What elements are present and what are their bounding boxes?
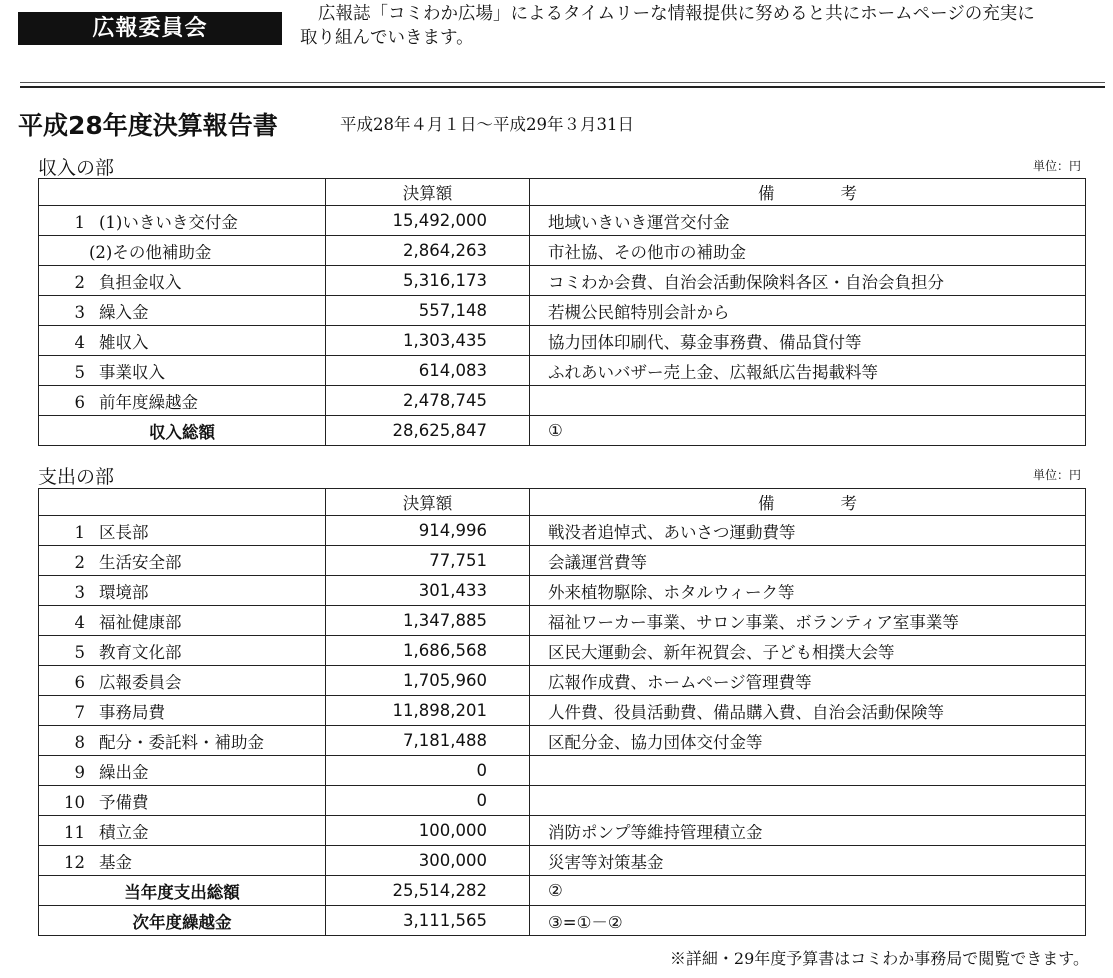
item-amount: 0 bbox=[326, 756, 530, 786]
item-name: 予備費 bbox=[99, 792, 149, 812]
income-unit: 単位：円 bbox=[1032, 159, 1081, 173]
item-amount: 77,751 bbox=[326, 546, 530, 576]
item-note: 福祉ワーカー事業、サロン事業、ボランティア室事業等 bbox=[530, 606, 1086, 636]
item-amount: 557,148 bbox=[326, 296, 530, 326]
item-name: 前年度繰越金 bbox=[99, 392, 198, 412]
total-label: 次年度繰越金 bbox=[39, 906, 326, 936]
item-name: 福祉健康部 bbox=[99, 612, 182, 632]
item-name: (1)いきいき交付金 bbox=[99, 212, 238, 232]
item-note bbox=[530, 386, 1086, 416]
item-note: 広報作成費、ホームページ管理費等 bbox=[530, 666, 1086, 696]
item-note: 協力団体印刷代、募金事務費、備品貸付等 bbox=[530, 326, 1086, 356]
item-name: 事業収入 bbox=[99, 362, 165, 382]
table-row bbox=[39, 696, 1086, 726]
item-number: 3 bbox=[74, 582, 85, 602]
item-name: 雑収入 bbox=[99, 332, 149, 352]
total-row bbox=[39, 906, 1086, 936]
item-amount: 1,303,435 bbox=[326, 326, 530, 356]
item-note: ふれあいバザー売上金、広報紙広告掲載料等 bbox=[530, 356, 1086, 386]
item-note: 戦没者追悼式、あいさつ運動費等 bbox=[530, 516, 1086, 546]
item-note bbox=[530, 756, 1086, 786]
header-amount: 決算額 bbox=[326, 489, 530, 516]
item-note: 消防ポンプ等維持管理積立金 bbox=[530, 816, 1086, 846]
expense-unit: 単位：円 bbox=[1032, 468, 1081, 482]
item-number: 2 bbox=[74, 272, 85, 292]
header-blank bbox=[39, 179, 326, 206]
item-note: 区配分金、協力団体交付金等 bbox=[530, 726, 1086, 756]
header-blank bbox=[39, 489, 326, 516]
item-number: 8 bbox=[74, 732, 85, 752]
description-line-2: 取り組んでいきます。 bbox=[300, 28, 474, 48]
item-name-cell bbox=[39, 696, 326, 726]
item-name-cell bbox=[39, 296, 326, 326]
item-amount: 1,705,960 bbox=[326, 666, 530, 696]
total-amount: 25,514,282 bbox=[326, 876, 530, 906]
item-amount: 2,478,745 bbox=[326, 386, 530, 416]
item-name-cell bbox=[39, 386, 326, 416]
item-name: 区長部 bbox=[99, 522, 149, 542]
item-note: コミわか会費、自治会活動保険料各区・自治会負担分 bbox=[530, 266, 1086, 296]
total-row bbox=[39, 416, 1086, 446]
item-name-cell bbox=[39, 756, 326, 786]
item-name: 基金 bbox=[99, 852, 132, 872]
item-name: 事務局費 bbox=[99, 702, 165, 722]
item-number: 6 bbox=[74, 672, 85, 692]
table-row bbox=[39, 846, 1086, 876]
item-name-cell bbox=[39, 846, 326, 876]
item-name: 積立金 bbox=[99, 822, 149, 842]
income-table bbox=[38, 178, 1086, 446]
item-name-cell bbox=[39, 576, 326, 606]
item-name: 繰入金 bbox=[99, 302, 149, 322]
table-row bbox=[39, 636, 1086, 666]
table-row bbox=[39, 606, 1086, 636]
item-note: 会議運営費等 bbox=[530, 546, 1086, 576]
item-name: 環境部 bbox=[99, 582, 149, 602]
footer-note: ※詳細・29年度予算書はコミわか事務局で閲覧できます。 bbox=[669, 949, 1089, 968]
item-note: 人件費、役員活動費、備品購入費、自治会活動保険等 bbox=[530, 696, 1086, 726]
item-name: 繰出金 bbox=[99, 762, 149, 782]
total-row bbox=[39, 876, 1086, 906]
divider-thin bbox=[20, 82, 1105, 83]
item-number: 7 bbox=[74, 702, 85, 722]
header-amount: 決算額 bbox=[326, 179, 530, 206]
item-name: (2)その他補助金 bbox=[89, 242, 212, 262]
item-amount: 7,181,488 bbox=[326, 726, 530, 756]
item-name: 配分・委託料・補助金 bbox=[99, 732, 264, 752]
expense-table bbox=[38, 488, 1086, 936]
income-section-title: 収入の部 bbox=[38, 157, 115, 179]
report-title: 平成28年度決算報告書 bbox=[18, 111, 278, 140]
item-note bbox=[530, 786, 1086, 816]
table-row bbox=[39, 816, 1086, 846]
item-amount: 1,347,885 bbox=[326, 606, 530, 636]
item-name-cell bbox=[39, 326, 326, 356]
item-number: 6 bbox=[74, 392, 85, 412]
item-amount: 914,996 bbox=[326, 516, 530, 546]
item-amount: 300,000 bbox=[326, 846, 530, 876]
expense-section-title: 支出の部 bbox=[38, 466, 115, 488]
total-label: 当年度支出総額 bbox=[39, 876, 326, 906]
item-name: 教育文化部 bbox=[99, 642, 182, 662]
divider-thick bbox=[20, 86, 1105, 88]
item-note: 地域いきいき運営交付金 bbox=[530, 206, 1086, 236]
item-number: 1 bbox=[74, 522, 85, 542]
total-amount: 28,625,847 bbox=[326, 416, 530, 446]
income-header-row bbox=[39, 179, 1086, 206]
item-number: 3 bbox=[74, 302, 85, 322]
committee-badge: 広報委員会 bbox=[18, 12, 282, 45]
item-amount: 0 bbox=[326, 786, 530, 816]
item-number: 9 bbox=[74, 762, 85, 782]
table-row bbox=[39, 206, 1086, 236]
table-row bbox=[39, 326, 1086, 356]
header-note: 備 考 bbox=[530, 179, 1086, 206]
expense-header-row bbox=[39, 489, 1086, 516]
item-name-cell bbox=[39, 516, 326, 546]
item-note: 若槻公民館特別会計から bbox=[530, 296, 1086, 326]
item-note: 外来植物駆除、ホタルウィーク等 bbox=[530, 576, 1086, 606]
item-number: 5 bbox=[74, 642, 85, 662]
item-name-cell bbox=[39, 636, 326, 666]
item-amount: 11,898,201 bbox=[326, 696, 530, 726]
item-amount: 301,433 bbox=[326, 576, 530, 606]
total-label: 収入総額 bbox=[39, 416, 326, 446]
table-row bbox=[39, 356, 1086, 386]
item-number: 4 bbox=[74, 612, 85, 632]
item-name-cell bbox=[39, 816, 326, 846]
item-note: 災害等対策基金 bbox=[530, 846, 1086, 876]
item-note: 区民大運動会、新年祝賀会、子ども相撲大会等 bbox=[530, 636, 1086, 666]
description-line-1: 広報誌「コミわか広場」によるタイムリーな情報提供に努めると共にホームページの充実に bbox=[318, 4, 1035, 24]
item-amount: 100,000 bbox=[326, 816, 530, 846]
item-name: 負担金収入 bbox=[99, 272, 182, 292]
item-name-cell bbox=[39, 236, 326, 266]
table-row bbox=[39, 546, 1086, 576]
table-row bbox=[39, 786, 1086, 816]
item-amount: 1,686,568 bbox=[326, 636, 530, 666]
item-amount: 614,083 bbox=[326, 356, 530, 386]
total-note: ① bbox=[530, 416, 1086, 446]
item-name: 生活安全部 bbox=[99, 552, 182, 572]
item-name-cell bbox=[39, 726, 326, 756]
table-row bbox=[39, 726, 1086, 756]
table-row bbox=[39, 756, 1086, 786]
item-name-cell bbox=[39, 356, 326, 386]
table-row bbox=[39, 516, 1086, 546]
table-row bbox=[39, 266, 1086, 296]
item-number: 10 bbox=[64, 792, 85, 812]
item-name: 広報委員会 bbox=[99, 672, 182, 692]
item-name-cell bbox=[39, 546, 326, 576]
table-row bbox=[39, 576, 1086, 606]
header-note: 備 考 bbox=[530, 489, 1086, 516]
report-period: 平成28年４月１日～平成29年３月31日 bbox=[340, 115, 634, 134]
committee-description bbox=[300, 2, 1105, 50]
table-row bbox=[39, 296, 1086, 326]
item-amount: 2,864,263 bbox=[326, 236, 530, 266]
item-number: 1 bbox=[74, 212, 85, 232]
table-row bbox=[39, 666, 1086, 696]
item-amount: 5,316,173 bbox=[326, 266, 530, 296]
item-name-cell bbox=[39, 206, 326, 236]
total-amount: 3,111,565 bbox=[326, 906, 530, 936]
item-name-cell bbox=[39, 266, 326, 296]
item-amount: 15,492,000 bbox=[326, 206, 530, 236]
total-note: ③=①－② bbox=[530, 906, 1086, 936]
table-row bbox=[39, 236, 1086, 266]
item-number: 5 bbox=[74, 362, 85, 382]
item-name-cell bbox=[39, 606, 326, 636]
item-number: 4 bbox=[74, 332, 85, 352]
item-note: 市社協、その他市の補助金 bbox=[530, 236, 1086, 266]
item-number: 2 bbox=[74, 552, 85, 572]
item-name-cell bbox=[39, 786, 326, 816]
item-number: 11 bbox=[64, 822, 85, 842]
table-row bbox=[39, 386, 1086, 416]
item-number: 12 bbox=[64, 852, 85, 872]
total-note: ② bbox=[530, 876, 1086, 906]
item-name-cell bbox=[39, 666, 326, 696]
